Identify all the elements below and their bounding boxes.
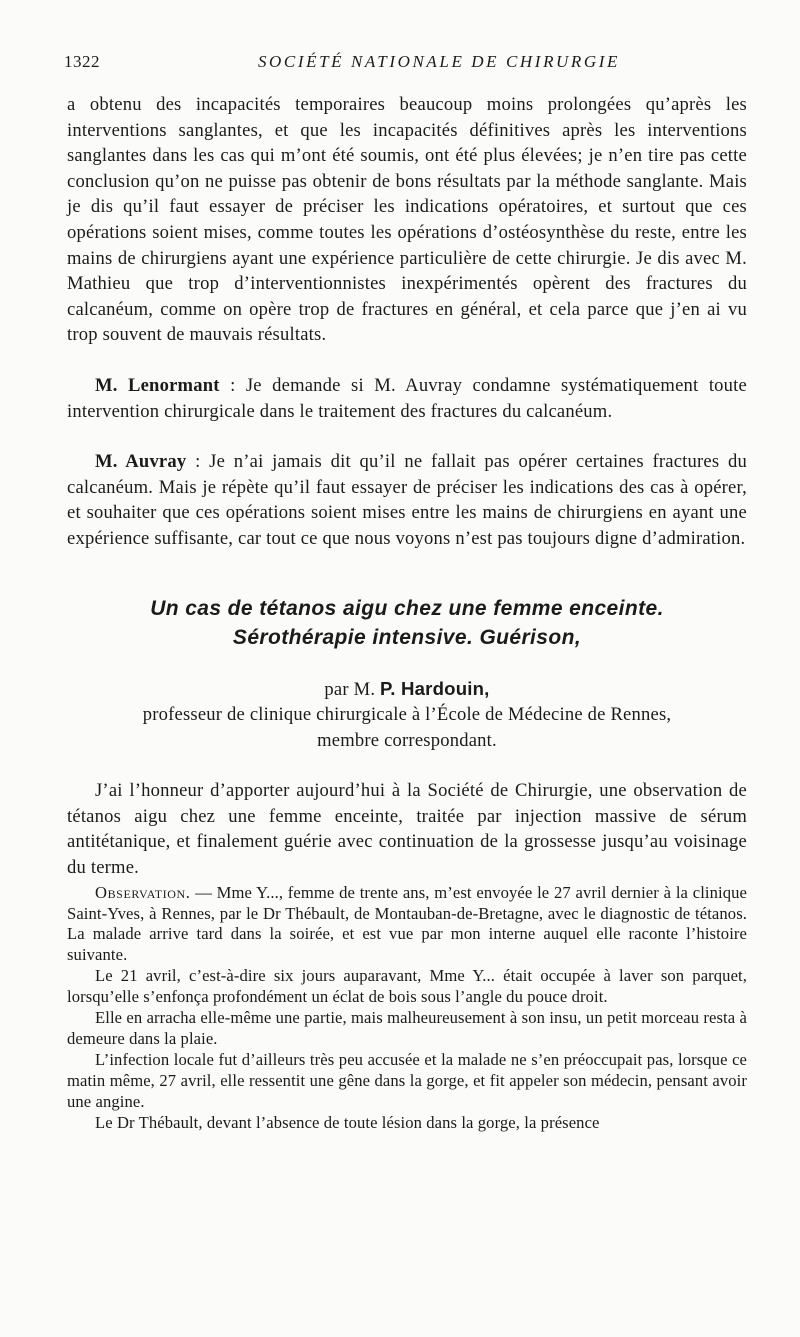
- observation-label: Observation.: [95, 882, 191, 902]
- article-title-line: Un cas de tétanos aigu chez une femme enceinte.: [150, 596, 664, 620]
- byline: [67, 676, 747, 754]
- speaker-text: : Je n’ai jamais dit qu’il ne fallait pas opérer certaines fractures du calcanéum. Mais je répète qu’il faut essayer de préciser les indications des cas à opérer, et souhaiter que ces opérations soient mises entre les mains de chirurgiens en ayant une expérience suffisante, car tout ce que nous voyons n’est pas toujours digne d’admiration.: [67, 451, 747, 549]
- affiliation: professeur de clinique chirurgicale à l’École de Médecine de Rennes,: [142, 704, 672, 726]
- speaker-name: M. Lenormant: [95, 374, 220, 396]
- running-title: SOCIÉTÉ NATIONALE DE CHIRURGIE: [257, 52, 621, 71]
- observation-paragraph: Le Dr Thébault, devant l’absence de toute lésion dans la gorge, la présence: [95, 1112, 600, 1132]
- page-number: 1322: [64, 52, 100, 71]
- paragraph-lenormant: [67, 373, 747, 424]
- page-header: [64, 52, 750, 76]
- byline-prefix: par M.: [324, 678, 381, 700]
- affiliation: membre correspondant.: [317, 729, 497, 751]
- page-body: [67, 92, 747, 1134]
- paragraph-auvray: [67, 449, 747, 551]
- author-name: P. Hardouin,: [380, 677, 490, 699]
- speaker-text: : Je demande si M. Auvray condamne systématiquement toute intervention chirurgicale dans le traitement des fractures du calcanéum.: [67, 374, 747, 422]
- author-line: [67, 676, 747, 703]
- observation-text: — Mme Y..., femme de trente ans, m’est envoyée le 27 avril dernier à la clinique Saint-Yves, à Rennes, par le Dr Thébault, de Montauban-de-Bretagne, avec le diagnostic de tétanos. La malade arrive tard dans la soirée, et est vue par mon interne auquel elle raconte l’histoire suivante.: [67, 882, 747, 965]
- observation-paragraph: Elle en arracha elle-même une partie, mais malheureusement à son insu, un petit morceau resta à demeure dans la plaie.: [67, 1008, 747, 1048]
- article-title-line: Sérothérapie intensive. Guérison,: [232, 625, 582, 649]
- observation-section: [67, 883, 747, 1134]
- observation-paragraph: L’infection locale fut d’ailleurs très peu accusée et la malade ne s’en préoccupait pas, lorsque ce matin même, 27 avril, elle ressentit une gêne dans la gorge, et fit appeler son médecin, pensant avoir une angine.: [67, 1049, 747, 1111]
- introduction-paragraph: J’ai l’honneur d’apporter aujourd’hui à la Société de Chirurgie, une observation de tétanos aigu chez une femme enceinte, traitée par injection massive de sérum antitétanique, et finalement guérie avec continuation de la grossesse jusqu’au voisinage du terme.: [67, 780, 747, 879]
- speaker-name: M. Auvray: [95, 451, 187, 473]
- paragraph-continuation: a obtenu des incapacités temporaires beaucoup moins prolongées qu’après les interventions sanglantes, et que les incapacités définitives après les interventions sanglantes dans les cas qui m’ont été soumis, ont été plus élevées; je n’en tire pas cette conclusion qu’on ne puisse pas obtenir de bons résultats par la méthode sanglante. Mais je dis qu’il faut essayer de préciser les indications opératoires, et surtout que ces opérations soient mises, comme toutes les opérations d’ostéosynthèse du reste, entre les mains de chirurgiens ayant une expérience particulière de cette chirurgie. Je dis avec M. Mathieu que trop d’interventionnistes inexpérimentés opèrent des fractures du calcanéum, comme on opère trop de fractures en général, et cela parce que j’en ai vu trop souvent de mauvais résultats.: [67, 94, 747, 346]
- observation-paragraph: [67, 883, 747, 967]
- article-title: [67, 594, 747, 652]
- observation-paragraph: Le 21 avril, c’est-à-dire six jours auparavant, Mme Y... était occupée à laver son parquet, lorsqu’elle s’enfonça profondément un éclat de bois sous l’angle du pouce droit.: [67, 966, 747, 1007]
